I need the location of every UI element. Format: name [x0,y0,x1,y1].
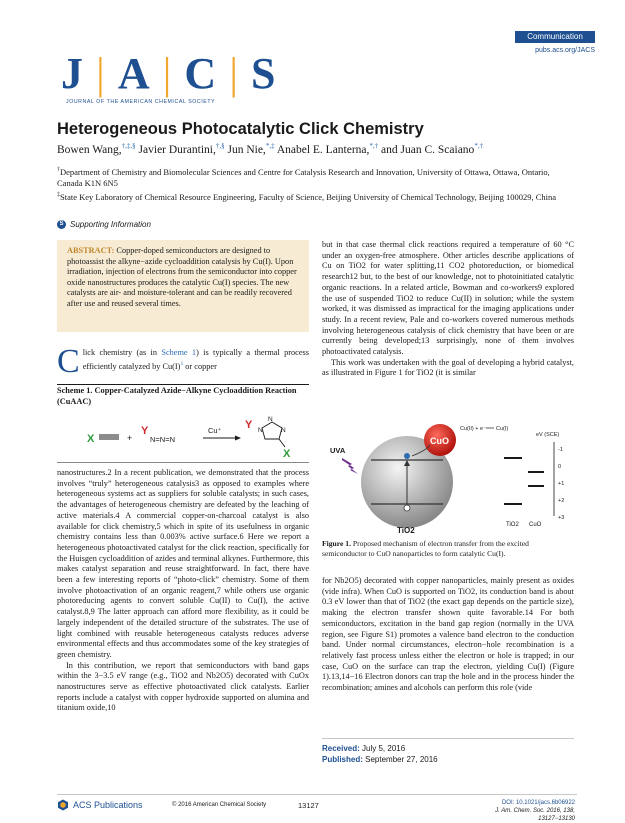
tio2-band-label: TiO2 [506,522,519,528]
affiliation-text: State Key Laboratory of Chemical Resource Engineering, Faculty of Science, Beijing University of Chemical Technology, Beijing 100029, China [60,191,557,202]
scheme-catalyst: Cu⁺ [208,426,222,435]
publication-dates [322,738,574,765]
intro-text: ) is typically a thermal process efficiently catalyzed by Cu(I) [82,348,309,371]
figure-1[interactable] [322,420,574,535]
cu-reduction-label: Cu(II) + e⁻ [460,426,486,432]
intro-paragraph [57,343,309,380]
body-paragraph: but in that case thermal click reactions required a temperature of 60 °C under an oxygen-free atmosphere. Other articles describe applications of Cu on TiO2 for water splitting,11 CO2 photoreduction, or biomedical research12 but, to the best of our knowledge, not to photoinitiated catalytic organic reactions. In a related article, Bowman and co-workers9 explored the use of suspended TiO2 to reduce Cu(II) in solution; while the system worked, it was dismissed as impractical for the imaging applications under study. In a recent review, Pale and co-workers covered numerous methods involving heterogeneous catalysis of click chemistry that have been or are currently being developed;13 surprisingly, none of them involves photoactivated catalysis. [322,240,574,357]
right-column-body [322,240,574,379]
scheme-product-x: X [283,448,291,460]
cu-result-label: Cu(I) [496,426,509,432]
tio2-label: TiO2 [397,526,415,535]
affiliation-1 [57,165,577,189]
scheme-top-rule [57,384,309,385]
received-date-row [322,743,574,754]
logo-letter-s: S [251,49,277,98]
logo-letter-c: C [184,49,218,98]
author-marks: *,† [369,142,379,150]
uva-label: UVA [330,446,346,455]
intro-text: lick chemistry (as in [82,348,162,357]
uva-lightning-icon [342,458,358,474]
copyright-notice: © 2016 American Chemical Society [172,802,267,808]
reaction-arrowhead [235,436,241,441]
author-name[interactable]: and Juan C. Scaiano [381,143,475,156]
author-marks: *,‡ [265,142,275,150]
figure-1-caption [322,539,574,558]
scheme-product-y: Y [245,419,253,431]
affiliation-text: Department of Chemistry and Biomolecular Sciences and Centre for Catalysis Research and Innovation, University of Ottawa, Ottawa, Ontario, Canada K1N 6N5 [57,166,550,188]
doi-block [470,799,575,823]
electron [404,453,410,459]
journal-subtitle: JOURNAL OF THE AMERICAN CHEMICAL SOCIETY [66,99,216,105]
scheme-plus: + [127,433,133,443]
affiliation-2 [57,190,577,203]
product-bond [279,439,285,447]
journal-citation: J. Am. Chem. Soc. 2016, 138, 13127−13130 [495,808,575,822]
body-paragraph: for Nb2O5) decorated with copper nanoparticles, mainly present as oxides (vide infra). When CuO is supported on TiO2, its conduction band is about 0.3 eV lower than that of TiO2 (the exact gap depends on the particle size), making the electron transfer shown quite favorable.14 For both semiconductors, excitation in the band gap region (normally in the UVA region, see Figure S1) promotes a valence band electron to the conduction band. Under normal circumstances, electron−hole recombination is a relatively fast process unless either the electron or hole is trapped; in our case, CuO on the surface can trap the electron, yielding Cu(I) (Figure 1).13,14−16 Electron donors can trap the hole and in the process hinder the recombination; amines and alcohols can perform this role (vide [322,576,574,693]
supporting-info-link[interactable] [57,220,151,229]
article-title: Heterogeneous Photocatalytic Click Chemistry [57,120,424,138]
article-type-badge: Communication [515,31,595,43]
footer-rule [57,794,577,795]
doi-link[interactable]: DOI: 10.1021/jacs.6b06922 [501,800,575,806]
acs-publications-logo[interactable] [57,799,143,811]
body-paragraph: nanostructures.2 In a recent publication, we demonstrated that the process involves “truly” heterogeneous catalysis3 as opposed to examples where heterogeneous systems act as suppliers for soluble catalysts; in such cases, the advantages of heterogeneous chemistry are defeated by the leaching of active materials.4 A commercial copper-on-charcoal catalyst is also available for click chemistry,5 which in spite of its usefulness in organic chemistry contains less than 0.003% active surface.6 Here we report a heterogeneous photoactivated catalyst for the click reaction, specifically for the Huisgen cycloaddition of azides and terminal alkynes. Furthermore, this makes catalyst separation and reuse straightforward. In fact, there have been a few interesting reports of “photo-click” chemistry. Some of them involve photoactivation of an organic reagent,7 while others use organic photoreducing agents to convert soluble Cu(II) to Cu(I), the active catalyst.8,9 The latter approach can afford more flexibility, as it could be largely independent of the detailed structure of the substrates. The use of light combined with reusable heterogeneous catalysts reduces adverse environmental effects and thus accommodates some of the key strategies of green chemistry. [57,468,309,659]
supporting-info-label: Supporting Information [70,220,151,229]
body-paragraph: In this contribution, we report that semiconductors with band gaps within the 3−3.5 eV range (e.g., TiO2 and Nb2O5) decorated with CuOx nanostructures serve as effective photoactivated click catalysts. Earlier reports include a catalyst with copper hydroxide supported on alumina and titanium oxide,10 [57,660,309,713]
axis-tick-label: 0 [558,464,562,470]
scheme-y-reagent: Y [141,425,149,437]
logo-letter-j: J [61,49,84,98]
scheme-bottom-rule [57,462,309,463]
drop-cap: C [57,343,80,380]
affiliation-mark: † [57,167,60,173]
author-marks: †,§ [215,142,225,150]
author-name[interactable]: Jun Nie, [227,143,266,156]
acs-hexagon-icon [57,799,69,811]
figure-caption-label: Figure 1. [322,539,351,548]
published-date-row [322,754,574,765]
supporting-info-icon: S [57,220,66,229]
page-number: 13127 [298,801,319,810]
intro-text: or copper [183,361,217,371]
scheme-x-reagent: X [87,433,95,445]
abstract-text: Copper-doped semiconductors are designed to photoassist the alkyne−azide cycloaddition catalysis by Cu(I). Upon irradiation, injection of electrons from the semiconductor into copper oxide nanostructures produces the catalytic Cu(I) species. The new catalysts are air- and moisture-tolerant and can be readily recovered after use and reused several times. [67,246,297,308]
left-column-body [57,468,309,714]
body-paragraph: This work was undertaken with the goal of developing a hybrid catalyst, as illustrated in Figure 1 for TiO2 (it is similar [322,357,574,378]
author-marks: *,† [474,142,484,150]
scheme-1-diagram [57,412,309,462]
triazole-n: N [281,427,286,434]
triazole-ring [262,422,282,439]
abstract-label: ABSTRACT: [67,246,115,255]
scheme-title: Scheme 1. Copper-Catalyzed Azide−Alkyne Cycloaddition Reaction (CuAAC) [57,386,297,406]
triazole-n: N [258,427,263,434]
received-date: July 5, 2016 [362,744,406,753]
affiliation-mark: ‡ [57,192,60,198]
axis-tick-label: -1 [558,447,563,453]
received-label: Received: [322,744,360,753]
axis-tick-label: +1 [558,481,565,487]
citation-ref[interactable]: 1 [180,360,184,367]
published-label: Published: [322,755,363,764]
journal-url-link[interactable]: pubs.acs.org/JACS [535,47,595,54]
abstract-box [57,240,309,332]
author-list [57,142,483,156]
logo-letter-a: A [117,49,151,98]
right-column-body [322,576,574,694]
journal-logo[interactable]: J | A | C | S [61,49,277,98]
author-marks: †,‡,§ [121,142,136,150]
scheme-1-link[interactable]: Scheme 1 [161,348,197,357]
cuo-band-label: CuO [529,522,542,528]
hole [404,505,410,511]
axis-tick-label: +3 [558,515,565,521]
author-name[interactable]: Anabel E. Lanterna, [276,143,370,156]
scheme-azide: N=N=N [150,435,176,444]
author-name[interactable]: Bowen Wang, [57,143,122,156]
published-date: September 27, 2016 [365,755,438,764]
axis-tick-label: +2 [558,498,565,504]
cuo-label: CuO [430,436,449,446]
triazole-n: N [268,416,273,423]
acs-publications-label: ACS Publications [73,800,143,810]
author-name[interactable]: Javier Durantini, [138,143,216,156]
energy-axis-label: eV (SCE) [536,432,560,438]
figure-caption-text: Proposed mechanism of electron transfer from the excited semiconductor to CuO nanoparticles to form catalytic Cu(I). [322,539,529,558]
